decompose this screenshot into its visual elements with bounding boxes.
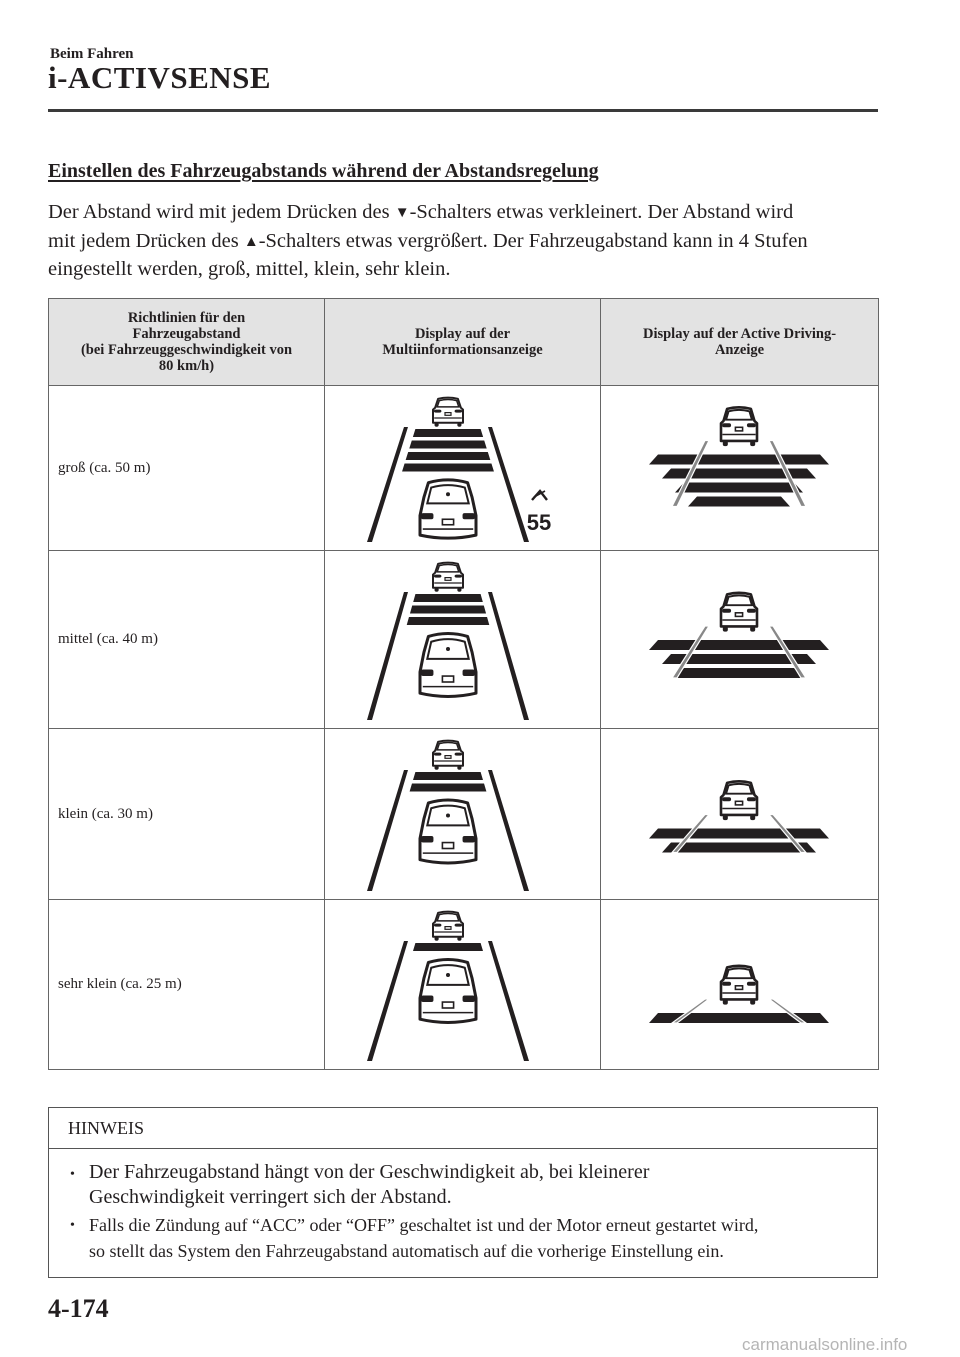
active-driving-display-cell <box>601 386 879 551</box>
own-car-antenna <box>446 647 450 651</box>
distance-bar <box>413 943 483 951</box>
lane-line-left <box>367 941 408 1061</box>
own-car-taillight <box>463 995 475 1002</box>
car-wheel <box>750 814 755 819</box>
distance-bar <box>407 617 490 625</box>
car-rear-window <box>437 399 459 406</box>
car-taillight <box>434 752 442 755</box>
header-line: Multiinformationsanzeige <box>382 342 543 358</box>
own-car-taillight <box>421 513 433 519</box>
car-taillight <box>455 923 463 926</box>
header-line: Anzeige <box>714 342 765 358</box>
distance-bar <box>675 482 803 492</box>
section-title: Beim Fahren <box>50 46 134 62</box>
note-list <box>49 1160 877 1264</box>
own-car-taillight <box>421 835 433 842</box>
car-rear-icon <box>721 965 757 1004</box>
car-taillight <box>747 981 756 985</box>
car-rear-icon <box>721 407 757 446</box>
lane-line-left <box>367 592 408 720</box>
car-taillight <box>455 409 463 412</box>
car-rear-icon <box>433 911 463 940</box>
lane-line-right <box>488 941 529 1061</box>
header-rule <box>48 109 878 112</box>
car-taillight <box>455 574 463 577</box>
car-wheel <box>723 814 728 819</box>
multi-info-display-cell <box>325 551 601 729</box>
table-row <box>49 900 879 1070</box>
cruise-icon <box>532 491 547 500</box>
car-taillight <box>747 797 756 801</box>
distance-table <box>48 298 879 1070</box>
note-text: Der Fahrzeugabstand hängt von der Geschwindigkeit ab, bei kleinerer <box>89 1161 650 1183</box>
intro-paragraph <box>48 199 878 283</box>
car-wheel <box>457 765 461 769</box>
car-wheel <box>723 626 728 631</box>
car-taillight <box>722 423 731 427</box>
car-taillight <box>722 797 731 801</box>
intro-text: -Schalters etwas vergrößert. Der Fahrzeugabstand kann in 4 Stufen <box>258 229 808 252</box>
car-rear-icon <box>433 562 463 591</box>
distance-bar <box>409 440 486 448</box>
multi-info-display-cell <box>325 900 601 1070</box>
car-wheel <box>457 587 461 591</box>
page-number: 4-174 <box>48 1294 109 1323</box>
car-rear-window <box>726 409 752 419</box>
active-driving-display-cell <box>601 729 879 900</box>
car-wheel <box>435 936 439 940</box>
intro-line-3: eingestellt werden, groß, mittel, klein, sehr klein. <box>48 258 451 280</box>
bullet-icon: • <box>70 1167 75 1182</box>
lane-line-right <box>488 770 529 891</box>
table-row <box>49 729 879 900</box>
header-line: Richtlinien für den <box>127 310 246 326</box>
own-car-taillight <box>463 835 475 842</box>
distance-bar <box>410 783 487 791</box>
header-line: Fahrzeugabstand <box>132 326 241 342</box>
intro-text: -Schalters etwas verkleinert. Der Abstand wird <box>409 201 794 223</box>
own-car-taillight <box>421 669 433 676</box>
active-driving-distance-illustration <box>601 730 879 899</box>
header-active-driving-display <box>601 299 879 386</box>
header-line: 80 km/h) <box>158 358 215 374</box>
own-car-icon <box>420 959 476 1022</box>
lane-line-left <box>367 427 408 542</box>
lane-line-right <box>488 592 529 720</box>
sub-heading: Einstellen des Fahrzeugabstands während der Abstandsregelung <box>48 160 599 182</box>
car-taillight <box>455 752 463 755</box>
intro-text: Der Abstand wird mit jedem Drücken des <box>48 201 395 223</box>
header-multi-info-display <box>325 299 601 386</box>
speed-value: 55 <box>526 509 552 535</box>
header-guideline <box>49 299 325 386</box>
car-rear-window <box>726 595 752 605</box>
car-rear-icon <box>433 397 463 426</box>
distance-bar <box>402 463 494 471</box>
car-taillight <box>747 423 756 427</box>
speed-indicator <box>527 491 551 535</box>
distance-bar <box>688 496 790 506</box>
car-taillight <box>722 981 731 985</box>
car-wheel <box>457 422 461 426</box>
active-driving-distance-illustration <box>601 552 879 728</box>
row-label: klein (ca. 30 m) <box>49 729 325 900</box>
row-label: sehr klein (ca. 25 m) <box>49 900 325 1070</box>
multi-info-distance-illustration <box>325 387 601 550</box>
distance-bar <box>649 454 829 464</box>
distance-bar <box>662 468 816 478</box>
note-item <box>49 1160 877 1210</box>
car-wheel <box>723 999 728 1004</box>
car-wheel <box>723 440 728 445</box>
car-rear-icon <box>433 740 463 769</box>
car-wheel <box>750 626 755 631</box>
header-line: Display auf der Active Driving- <box>642 326 837 342</box>
distance-bar <box>413 429 483 437</box>
intro-line-2 <box>48 228 878 257</box>
car-rear-icon <box>721 781 757 820</box>
active-driving-distance-illustration <box>601 901 879 1069</box>
car-taillight <box>747 608 756 612</box>
car-rear-icon <box>721 592 757 631</box>
up-triangle-icon: ▲ <box>243 233 259 250</box>
distance-bar <box>649 828 829 838</box>
intro-line-1 <box>48 199 878 228</box>
car-wheel <box>435 422 439 426</box>
active-driving-distance-illustration <box>601 387 879 550</box>
note-text: so stellt das System den Fahrzeugabstand automatisch auf die vorherige Einstellung ein. <box>89 1241 724 1261</box>
chapter-title: i-ACTIVSENSE <box>48 60 272 95</box>
car-taillight <box>434 574 442 577</box>
car-taillight <box>722 608 731 612</box>
multi-info-distance-illustration <box>325 901 601 1069</box>
car-rear-window <box>437 913 459 920</box>
distance-bar <box>410 605 486 613</box>
note-title: HINWEIS <box>68 1118 144 1138</box>
active-driving-display-cell <box>601 551 879 729</box>
distance-bar <box>413 594 483 602</box>
own-car-taillight <box>463 669 475 676</box>
distance-bar <box>413 772 483 780</box>
car-rear-window <box>437 564 459 571</box>
note-box <box>48 1107 878 1278</box>
table-header-row <box>49 299 879 386</box>
distance-bar <box>675 668 803 678</box>
car-taillight <box>434 409 442 412</box>
note-header <box>49 1108 877 1149</box>
row-label: groß (ca. 50 m) <box>49 386 325 551</box>
distance-bar <box>406 452 491 460</box>
bullet-icon: • <box>70 1218 75 1233</box>
lane-line-left <box>367 770 408 891</box>
header-line: Display auf der <box>414 326 511 342</box>
own-car-taillight <box>421 995 433 1002</box>
multi-info-display-cell <box>325 386 601 551</box>
own-car-antenna <box>446 973 450 977</box>
car-wheel <box>435 765 439 769</box>
car-taillight <box>434 923 442 926</box>
table-row <box>49 551 879 729</box>
car-rear-window <box>726 783 752 793</box>
own-car-icon <box>420 633 476 696</box>
watermark: carmanualsonline.info <box>742 1335 908 1354</box>
car-wheel <box>435 587 439 591</box>
multi-info-display-cell <box>325 729 601 900</box>
own-car-antenna <box>446 492 450 496</box>
own-car-antenna <box>446 813 450 817</box>
car-rear-window <box>437 742 459 749</box>
lane-line-right <box>488 427 529 542</box>
car-rear-window <box>726 968 752 978</box>
car-wheel <box>750 440 755 445</box>
down-triangle-icon: ▼ <box>394 205 410 221</box>
distance-bar <box>662 842 816 852</box>
header-line: (bei Fahrzeuggeschwindigkeit von <box>80 342 293 358</box>
own-car-icon <box>420 479 476 537</box>
own-car-icon <box>420 799 476 862</box>
note-text: Geschwindigkeit verringert sich der Abstand. <box>89 1186 452 1208</box>
own-car-taillight <box>463 513 475 519</box>
active-driving-display-cell <box>601 900 879 1070</box>
table-row <box>49 386 879 551</box>
car-wheel <box>457 936 461 940</box>
distance-bar <box>649 640 829 650</box>
row-label: mittel (ca. 40 m) <box>49 551 325 729</box>
multi-info-distance-illustration <box>325 552 601 728</box>
intro-text: mit jedem Drücken des <box>48 229 244 252</box>
note-text: Falls die Zündung auf “ACC” oder “OFF” geschaltet ist und der Motor erneut gestartet wird, <box>89 1215 759 1235</box>
note-item <box>49 1212 877 1264</box>
multi-info-distance-illustration <box>325 730 601 899</box>
car-wheel <box>750 999 755 1004</box>
